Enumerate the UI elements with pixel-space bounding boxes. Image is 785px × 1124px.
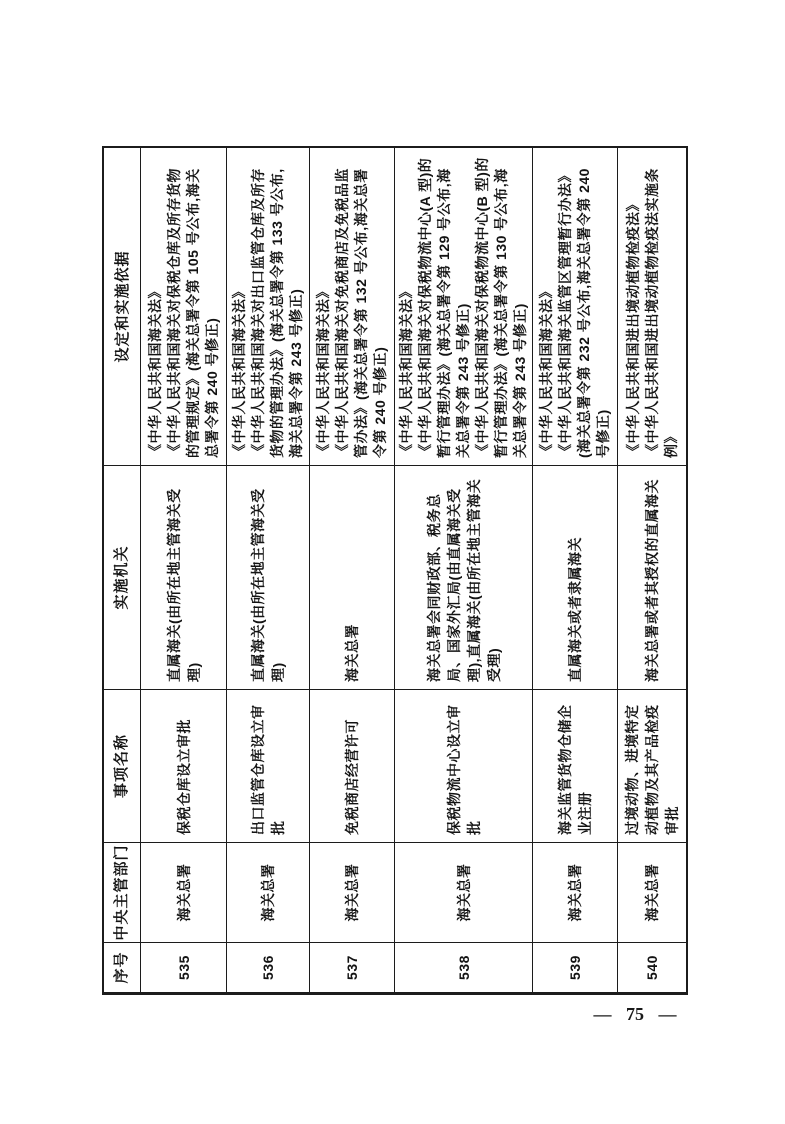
cell-serial-number [618,942,686,992]
cell-basis [533,148,617,465]
cell-item-name [141,689,226,842]
cell-serial-number [533,942,617,992]
item-name: 保税仓库设立审批 [175,719,192,835]
approval-items-table [102,146,688,995]
department-name: 海关总署 [344,863,360,922]
basis-reference: 《中华人民共和国进出境动植物检疫法实施条例》 [643,168,679,458]
basis-list [314,155,390,458]
table-row [141,148,227,992]
cell-department [395,842,532,942]
table-header-row [104,148,141,992]
cell-agency [310,465,394,689]
col-header-basis [104,148,140,465]
cell-agency [533,465,617,689]
agency-name: 直属海关或者隶属海关 [567,537,583,682]
cell-basis [395,148,532,465]
basis-list [230,155,306,458]
cell-agency [395,465,532,689]
serial-number: 538 [455,955,472,980]
basis-reference: 《中华人民共和国海关监管区管理暂行办法》(海关总署令第 232 号公布,海关总署令第 240 号修正) [557,168,611,458]
cell-department [310,842,394,942]
department-name: 海关总署 [455,863,472,922]
table-row [227,148,310,992]
agency-name: 海关总署或者其授权的直属海关 [644,479,660,682]
department-name: 海关总署 [260,863,276,922]
col-header-department [104,842,140,942]
item-name: 过境动物、进境特定动植物及其产品检疫审批 [624,704,680,835]
col-header-item-name [104,689,140,842]
agency-name: 海关总署 [344,624,360,682]
basis-list [624,155,681,458]
col-header-basis-label: 设定和实施依据 [113,250,131,363]
cell-basis [310,148,394,465]
cell-item-name [227,689,309,842]
serial-number: 540 [644,955,660,980]
table-row [310,148,395,992]
col-header-serial-label: 序号 [113,951,130,984]
serial-number: 539 [567,955,583,980]
serial-number: 536 [260,955,276,980]
cell-item-name [310,689,394,842]
cell-basis [227,148,309,465]
table-row [533,148,618,992]
basis-reference: 《中华人民共和国海关对保税物流中心(A 型)的暂行管理办法》(海关总署令第 129 号公布,海关总署令第 243 号修正) [417,157,471,458]
serial-number: 535 [175,955,192,980]
basis-reference: 《中华人民共和国海关法》 [146,284,163,458]
basis-reference: 《中华人民共和国海关法》 [538,284,554,458]
cell-serial-number [227,942,309,992]
item-name: 免税商店经营许可 [344,719,360,835]
cell-department [227,842,309,942]
cell-serial-number [141,942,226,992]
cell-agency [141,465,226,689]
cell-item-name [618,689,686,842]
col-header-department-label: 中央主管部门 [113,844,130,941]
rotated-table-region [102,146,688,995]
cell-item-name [533,689,617,842]
basis-reference: 《中华人民共和国海关对免税商店及免税品监管办法》(海关总署令第 132 号公布,海关总署令第 240 号修正) [334,168,388,458]
agency-name: 海关总署会同财政部、税务总局、国家外汇局(由直属海关受理),直属海关(由所在地主管海关受理) [425,478,502,682]
basis-reference: 《中华人民共和国海关对保税仓库及所存货物的管理规定》(海关总署令第 105 号公布,海关总署令第 240 号修正) [165,168,220,458]
cell-serial-number [310,942,394,992]
col-header-serial [104,942,140,992]
cell-basis [618,148,686,465]
basis-reference: 《中华人民共和国进出境动植物检疫法》 [624,197,641,458]
col-header-agency-label: 实施机关 [113,545,130,610]
cell-item-name [395,689,532,842]
basis-reference: 《中华人民共和国海关对保税物流中心(B 型)的暂行管理办法》(海关总署令第 130 号公布,海关总署令第 243 号修正) [474,157,528,458]
item-name: 海关监管货物仓储企业注册 [557,704,593,835]
basis-reference: 《中华人民共和国海关法》 [315,284,331,458]
serial-number: 537 [344,955,360,980]
item-name: 保税物流中心设立审批 [445,704,482,835]
item-name: 出口监管仓库设立审批 [250,704,286,835]
table-row [395,148,533,992]
col-header-item-name-label: 事项名称 [113,734,130,799]
cell-department [141,842,226,942]
cell-serial-number [395,942,532,992]
cell-department [533,842,617,942]
cell-department [618,842,686,942]
agency-name: 直属海关(由所在地主管海关受理) [165,488,202,682]
basis-reference: 《中华人民共和国海关法》 [398,284,414,458]
basis-list [146,155,222,458]
basis-list [537,155,613,458]
department-name: 海关总署 [644,863,660,922]
table-row [618,148,686,992]
agency-name: 直属海关(由所在地主管海关受理) [250,488,286,682]
basis-list [397,155,530,458]
basis-reference: 《中华人民共和国海关法》 [231,284,247,458]
department-name: 海关总署 [567,863,583,922]
cell-basis [141,148,226,465]
basis-reference: 《中华人民共和国海关对出口监管仓库及所存货物的管理办法》(海关总署令第 133 号公布,海关总署令第 243 号修正) [250,168,304,458]
department-name: 海关总署 [175,863,192,922]
page-number: — 75 — [593,1004,677,1024]
col-header-agency [104,465,140,689]
cell-agency [618,465,686,689]
cell-agency [227,465,309,689]
